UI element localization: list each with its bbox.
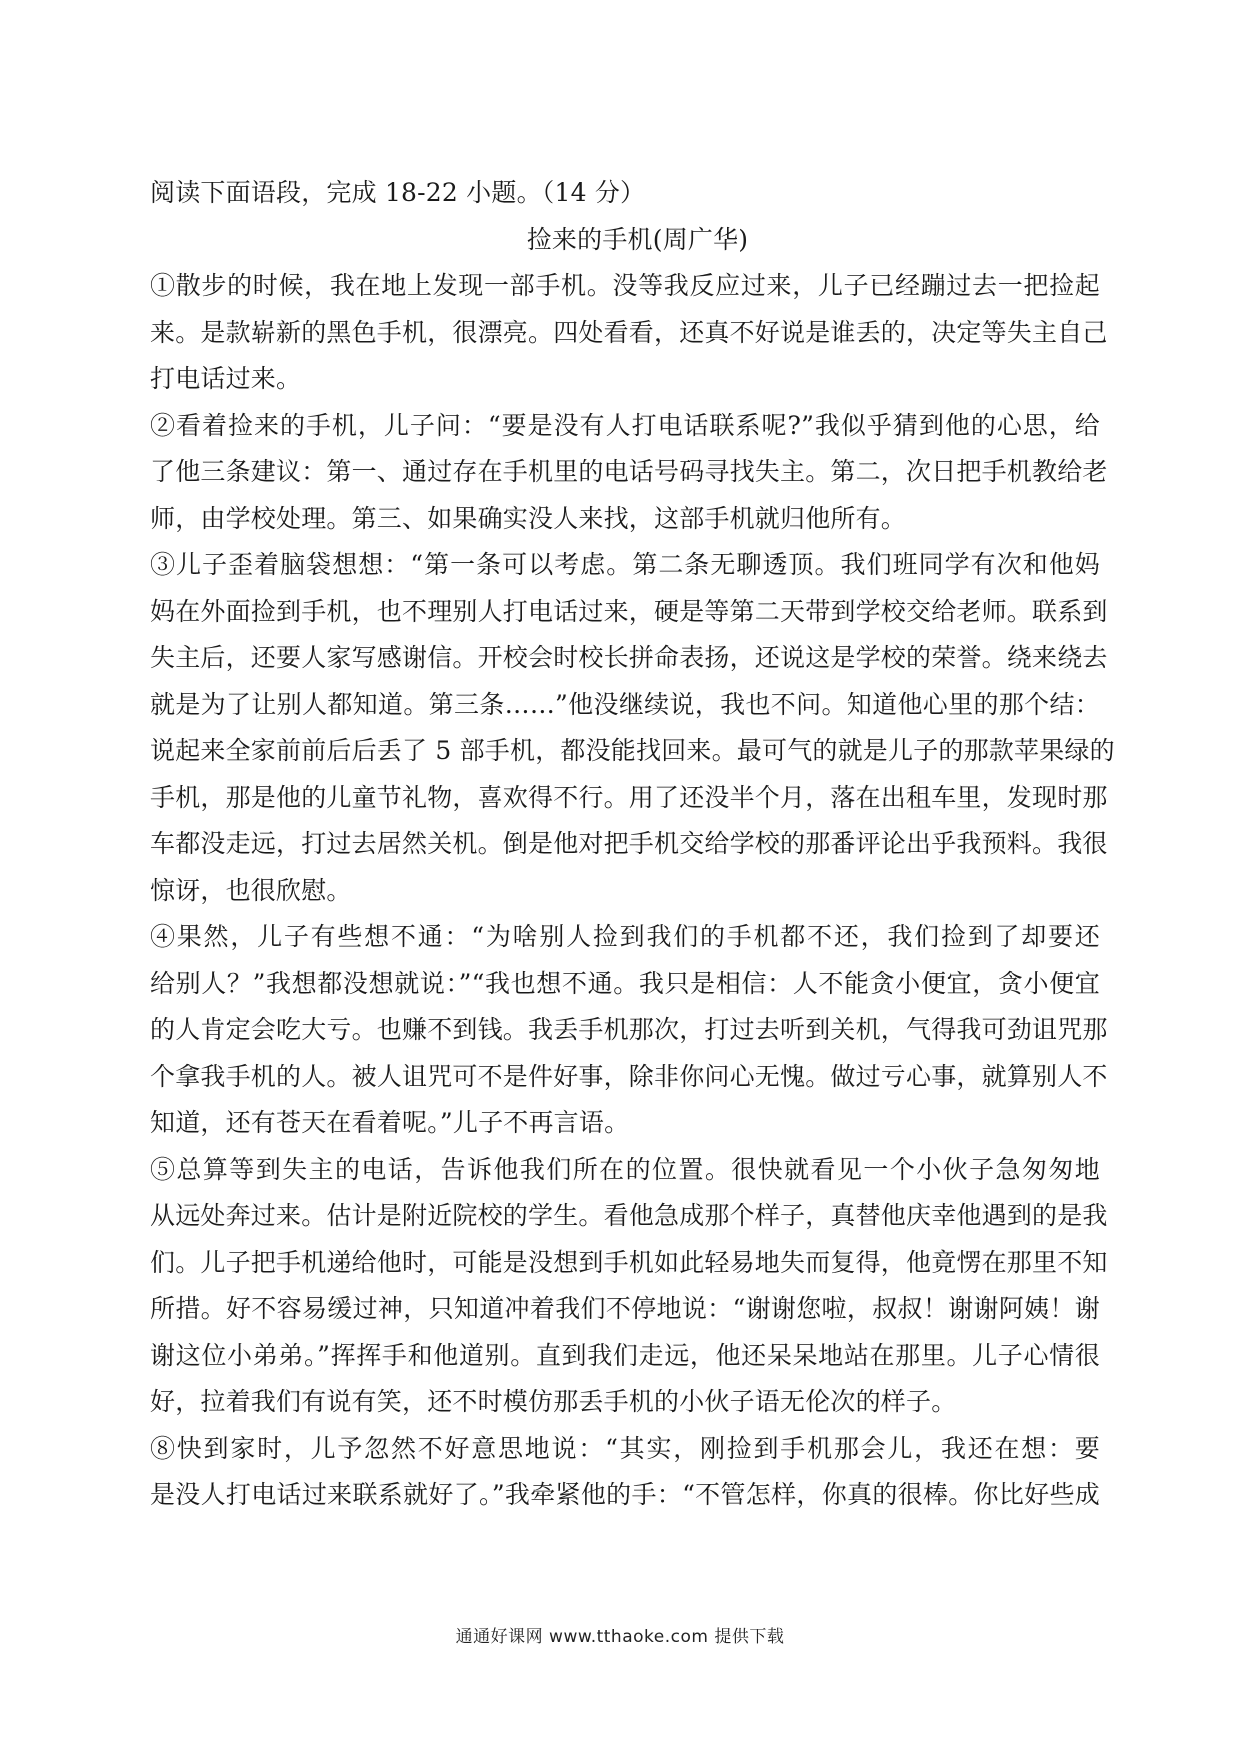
text-line: ⑤总算等到失主的电话，告诉他我们所在的位置。很快就看见一个小伙子急匆匆地 [150, 1154, 1100, 1184]
document-body [150, 170, 1115, 1519]
text-line: 车都没走远，打过去居然关机。倒是他对把手机交给学校的那番评论出乎我预料。我很 [150, 829, 1108, 858]
text-line: ⑧快到家时，儿予忽然不好意思地说：“其实，刚捡到手机那会儿，我还在想：要 [150, 1433, 1100, 1463]
text-line: ③儿子歪着脑袋想想：“第一条可以考虑。第二条无聊透顶。我们班同学有次和他妈 [150, 550, 1100, 579]
page-footer: 通通好课网 www.tthaoke.com 提供下载 [455, 1627, 785, 1647]
text-line: 知道，还有苍天在看着呢。”儿子不再言语。 [150, 1108, 630, 1137]
text-line: ①散步的时候，我在地上发现一部手机。没等我反应过来，儿子已经蹦过去一把捡起 [150, 271, 1100, 300]
text-line: 师，由学校处理。第三、如果确实没人来找，这部手机就归他所有。 [150, 503, 907, 533]
text-line: 是没人打电话过来联系就好了。”我牵紧他的手：“不管怎样，你真的很棒。你比好些成 [150, 1480, 1100, 1509]
article-title: 捡来的手机(周广华) [526, 224, 749, 254]
text-line: ②看着捡来的手机，儿子问：“要是没有人打电话联系呢?”我似乎猜到他的心思，给 [150, 410, 1100, 440]
text-line: 个拿我手机的人。被人诅咒可不是件好事，除非你问心无愧。做过亏心事，就算别人不 [150, 1061, 1108, 1091]
question-instruction: 阅读下面语段，完成 18-22 小题。（14 分） [150, 178, 646, 207]
text-line: 从远处奔过来。估计是附近院校的学生。看他急成那个样子，真替他庆幸他遇到的是我 [150, 1201, 1108, 1230]
text-line: 妈在外面捡到手机，也不理别人打电话过来，硬是等第二天带到学校交给老师。联系到 [150, 596, 1108, 626]
text-line: 给别人？”我想都没想就说：”“我也想不通。我只是相信：人不能贪小便宜，贪小便宜 [150, 968, 1100, 998]
article-text [150, 263, 1115, 1519]
text-line: 失主后，还要人家写感谢信。开校会时校长拼命表扬，还说这是学校的荣誉。绕来绕去 [150, 643, 1108, 672]
text-line: 了他三条建议：第一、通过存在手机里的电话号码寻找失主。第二，次日把手机教给老 [150, 457, 1108, 486]
text-line: 手机，那是他的儿童节礼物，喜欢得不行。用了还没半个月，落在出租车里，发现时那 [150, 782, 1108, 812]
text-line: 就是为了让别人都知道。第三条……”他没继续说，我也不问。知道他心里的那个结： [150, 689, 1100, 719]
text-line: 所措。好不容易缓过神，只知道冲着我们不停地说：“谢谢您啦，叔叔！谢谢阿姨！谢 [150, 1294, 1100, 1323]
text-line: 的人肯定会吃大亏。也赚不到钱。我丢手机那次，打过去听到关机，气得我可劲诅咒那 [150, 1015, 1108, 1044]
text-line: 打电话过来。 [150, 364, 302, 393]
text-line: 们。儿子把手机递给他时，可能是没想到手机如此轻易地失而复得，他竟愣在那里不知 [150, 1247, 1108, 1277]
text-line: 惊讶，也很欣慰。 [150, 875, 352, 905]
text-line: 说起来全家前前后后丢了 5 部手机，都没能找回来。最可气的就是儿子的那款苹果绿的 [150, 736, 1115, 765]
text-line: 来。是款崭新的黑色手机，很漂亮。四处看看，还真不好说是谁丢的，决定等失主自己 [150, 317, 1108, 347]
text-line: ④果然，儿子有些想不通：“为啥别人捡到我们的手机都不还，我们捡到了却要还 [150, 922, 1100, 951]
text-line: 谢这位小弟弟。”挥挥手和他道别。直到我们走远，他还呆呆地站在那里。儿子心情很 [150, 1340, 1100, 1370]
text-line: 好，拉着我们有说有笑，还不时模仿那丢手机的小伙子语无伦次的样子。 [150, 1387, 957, 1416]
